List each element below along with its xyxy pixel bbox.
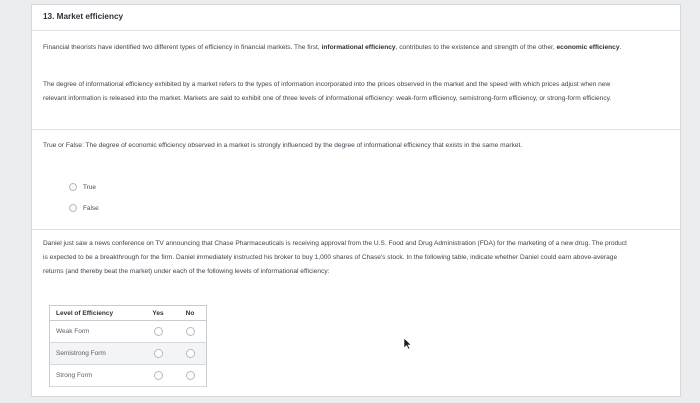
- radio-strong-yes[interactable]: [154, 371, 163, 380]
- radio-button-true[interactable]: [69, 183, 77, 191]
- intro-text-2: , contributes to the existence and strength of the other,: [395, 44, 557, 51]
- option-false[interactable]: [69, 204, 99, 212]
- cell-semistrong-yes: [142, 343, 174, 365]
- option-false-label: False: [83, 204, 99, 212]
- intro-term-economic: economic efficiency: [556, 44, 620, 51]
- table-row: [50, 365, 207, 387]
- radio-weak-no[interactable]: [186, 327, 195, 336]
- mouse-cursor-icon: [403, 337, 412, 350]
- section-divider-1: [32, 129, 680, 130]
- question-title: 13. Market efficiency: [43, 12, 124, 21]
- table-row: [50, 343, 207, 365]
- intro-text-1: Financial theorists have identified two different types of efficiency in financial markets. The first,: [43, 44, 322, 51]
- option-true-label: True: [83, 183, 96, 191]
- intro-paragraph: [43, 41, 633, 55]
- radio-button-false[interactable]: [69, 204, 77, 212]
- section-divider-2: [32, 229, 680, 230]
- cell-semistrong-no: [174, 343, 207, 365]
- cell-strong-no: [174, 365, 207, 387]
- radio-strong-no[interactable]: [186, 371, 195, 380]
- cell-weak-no: [174, 321, 207, 343]
- row-label-strong: Strong Form: [50, 365, 143, 387]
- cell-strong-yes: [142, 365, 174, 387]
- header-no: No: [174, 306, 207, 321]
- radio-weak-yes[interactable]: [154, 327, 163, 336]
- table-row: [50, 321, 207, 343]
- cell-weak-yes: [142, 321, 174, 343]
- option-true[interactable]: [69, 183, 96, 191]
- header-level: Level of Efficiency: [50, 306, 143, 321]
- description-paragraph: The degree of informational efficiency exhibited by a market refers to the types of information incorporated into the prices observed in the market and the speed with which prices adjust when new relevant information is released into the market. Markets are said to exhibit one of three levels of informational efficiency: weak-form efficiency, semistrong-form efficiency, or strong-form efficiency.: [43, 81, 612, 102]
- intro-text-3: .: [619, 44, 622, 51]
- intro-term-informational: informational efficiency: [321, 44, 396, 51]
- header-yes: Yes: [142, 306, 174, 321]
- row-label-semistrong: Semistrong Form: [50, 343, 143, 365]
- table-header-row: [50, 306, 207, 321]
- question-card: [31, 4, 681, 397]
- row-label-weak: Weak Form: [50, 321, 143, 343]
- radio-semistrong-yes[interactable]: [154, 349, 163, 358]
- radio-semistrong-no[interactable]: [186, 349, 195, 358]
- scenario-paragraph: Daniel just saw a news conference on TV announcing that Chase Pharmaceuticals is receiving approval from the U.S. Food and Drug Administration (FDA) for the marketing of a new drug. The product is expected to be a breakthrough for the firm. Daniel immediately instructed his broker to buy 1,000 shares of Chase's stock. In the following table, indicate whether Daniel could earn above-average returns (and thereby beat the market) under each of the following levels of informational efficiency:: [43, 240, 627, 275]
- efficiency-table: [49, 305, 207, 387]
- title-divider: [32, 30, 680, 31]
- true-false-prompt: True or False: The degree of economic efficiency observed in a market is strongly influenced by the degree of informational efficiency that exists in the same market.: [43, 142, 523, 149]
